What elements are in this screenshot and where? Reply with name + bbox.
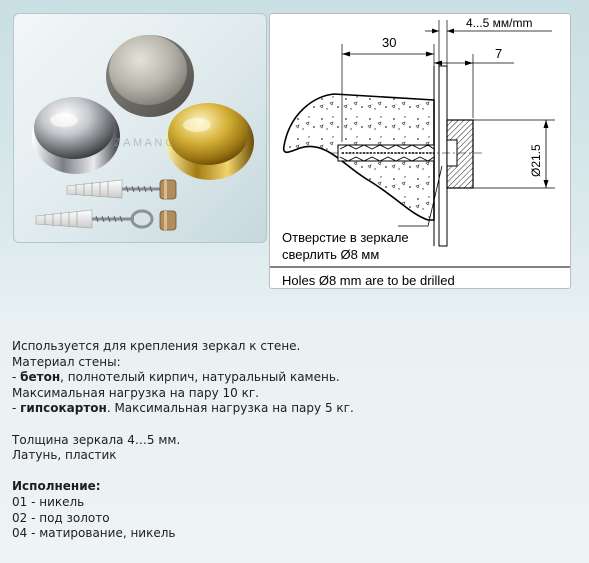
watermark: Z A M A N C bbox=[114, 137, 174, 149]
dim-thickness-label: 4...5 мм/mm bbox=[466, 16, 533, 30]
technical-drawing bbox=[269, 13, 571, 289]
material-concrete: бетон bbox=[20, 370, 61, 385]
label-en: Holes Ø8 mm are to be drilled bbox=[282, 273, 455, 288]
satin-nickel-cap bbox=[106, 35, 194, 117]
wall-material-label: Материал стены: bbox=[12, 354, 121, 369]
drawing-canvas bbox=[270, 14, 570, 288]
dowel-set-1 bbox=[67, 180, 176, 199]
version-item: 01 - никель bbox=[12, 494, 85, 509]
label-ru-line1: Отверстие в зеркале bbox=[282, 230, 409, 245]
product-photo-art bbox=[14, 14, 266, 242]
nickel-cap bbox=[32, 97, 120, 174]
versions-title-text: Исполнение: bbox=[12, 479, 101, 494]
dim-7-label: 7 bbox=[495, 46, 503, 61]
material-drywall-rest: . Максимальная нагрузка на пару 5 кг. bbox=[106, 401, 354, 416]
material-concrete-rest: , полнотелый кирпич, натуральный камень. bbox=[60, 370, 340, 385]
dim-diameter-label: Ø21.5 bbox=[529, 144, 543, 177]
versions-title bbox=[12, 479, 572, 495]
version-item: 02 - под золото bbox=[12, 510, 110, 525]
gold-cap bbox=[166, 103, 254, 180]
label-ru-line2: сверлить Ø8 мм bbox=[282, 247, 380, 262]
mirror-thickness: Толщина зеркала 4…5 мм. bbox=[12, 432, 181, 447]
material-composition: Латунь, пластик bbox=[12, 448, 117, 463]
product-photo bbox=[13, 13, 267, 243]
bullet-prefix: - bbox=[12, 370, 21, 385]
material-item-drywall bbox=[12, 401, 572, 417]
product-description bbox=[12, 339, 572, 542]
purpose-text: Используется для крепления зеркал к стене. bbox=[12, 339, 301, 353]
material-item-concrete bbox=[12, 370, 572, 386]
dowel-set-2 bbox=[36, 210, 176, 230]
material-drywall: гипсокартон bbox=[20, 401, 107, 416]
bullet-prefix: - bbox=[12, 401, 21, 416]
version-item: 04 - матирование, никель bbox=[12, 526, 176, 541]
load-concrete: Максимальная нагрузка на пару 10 кг. bbox=[12, 385, 259, 400]
mirror-section bbox=[439, 66, 447, 246]
dim-30-label: 30 bbox=[382, 35, 397, 50]
